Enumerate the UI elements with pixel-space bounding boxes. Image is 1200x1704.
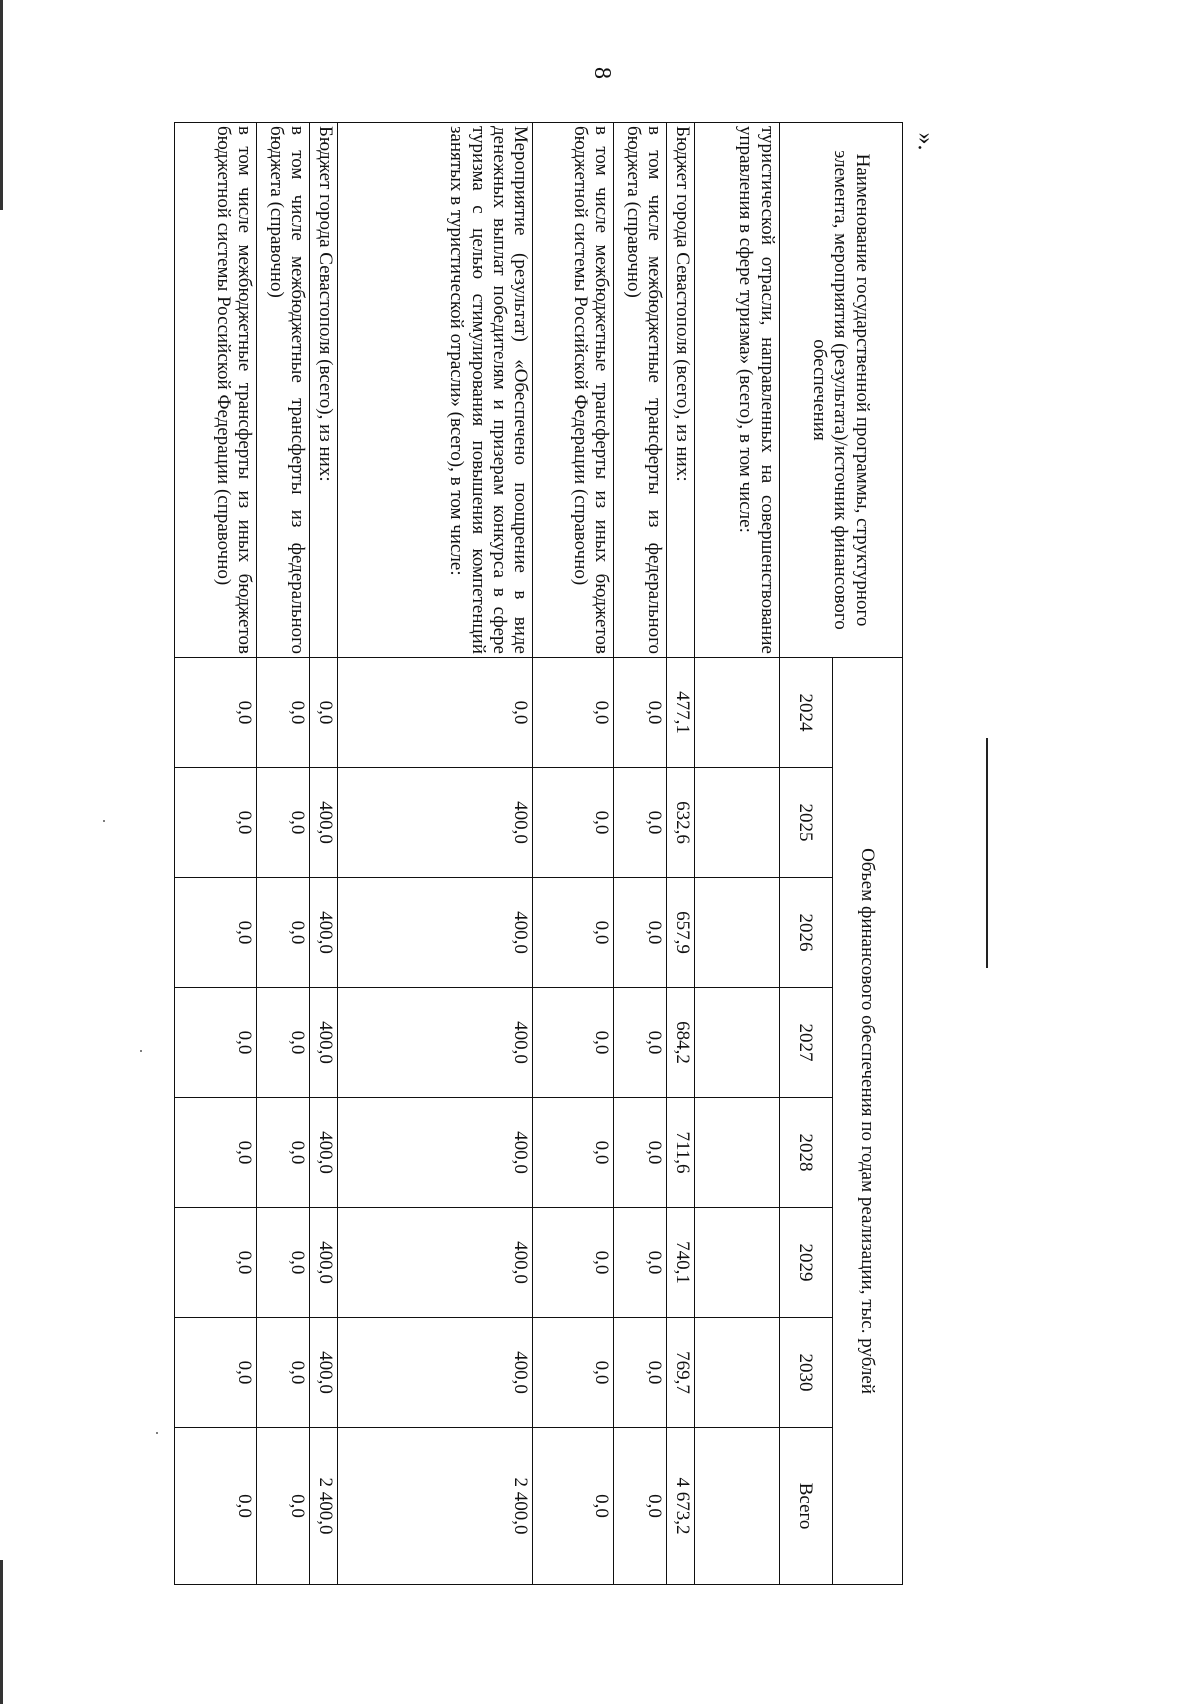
cell-total: 0,0: [175, 1428, 257, 1585]
cell-2028: 0,0: [613, 1098, 666, 1208]
row-name: в том числе межбюджетные трансферты из федерального бюджета (справочно): [256, 123, 309, 658]
cell-2029: 740,1: [667, 1208, 695, 1318]
scan-edge-bottom: [0, 1560, 3, 1704]
cell-2027: 0,0: [175, 988, 257, 1098]
row-name: туристической отрасли, направленных на совершенствование управления в сфере туризма» (всего), в том числе:: [694, 123, 779, 658]
table-row: [533, 123, 614, 1585]
table-row: [667, 123, 695, 1585]
cell-2027: 0,0: [256, 988, 309, 1098]
cell-2027: 0,0: [533, 988, 614, 1098]
cell-2028: 400,0: [337, 1098, 533, 1208]
cell-2026: 0,0: [175, 878, 257, 988]
header-year-2026: 2026: [779, 878, 832, 988]
row-name: в том числе межбюджетные трансферты из иных бюджетов бюджетной системы Российской Федерации (справочно): [533, 123, 614, 658]
scan-edge-top: [0, 0, 3, 210]
cell-2027: 0,0: [613, 988, 666, 1098]
header-total: Всего: [779, 1428, 832, 1585]
scan-speck: [140, 1050, 142, 1052]
cell-2025: 632,6: [667, 768, 695, 878]
cell-2030: 0,0: [256, 1318, 309, 1428]
cell-2024: 0,0: [337, 658, 533, 768]
table-row: [310, 123, 338, 1585]
header-year-2024: 2024: [779, 658, 832, 768]
cell-2024: 0,0: [613, 658, 666, 768]
cell-2025: 400,0: [310, 768, 338, 878]
cell-2030: 0,0: [533, 1318, 614, 1428]
cell-total: 0,0: [533, 1428, 614, 1585]
page-number: 8: [589, 67, 615, 79]
cell-2029: 0,0: [175, 1208, 257, 1318]
cell-2027: 400,0: [337, 988, 533, 1098]
cell-2028: 0,0: [256, 1098, 309, 1208]
cell-2030: 400,0: [310, 1318, 338, 1428]
cell-2026: 400,0: [337, 878, 533, 988]
row-name: в том числе межбюджетные трансферты из иных бюджетов бюджетной системы Российской Федерации (справочно): [175, 123, 257, 658]
table-row: [337, 123, 533, 1585]
cell-2029: 400,0: [310, 1208, 338, 1318]
cell-2030: 0,0: [613, 1318, 666, 1428]
row-name: Бюджет города Севастополя (всего), из них:: [310, 123, 338, 658]
cell-2030: 400,0: [337, 1318, 533, 1428]
row-name: Бюджет города Севастополя (всего), из них:: [667, 123, 695, 658]
cell-total: 4 673,2: [667, 1428, 695, 1585]
cell-total: 2 400,0: [310, 1428, 338, 1585]
cell-2026: 0,0: [613, 878, 666, 988]
cell-2028: 400,0: [310, 1098, 338, 1208]
cell-2026: 657,9: [667, 878, 695, 988]
closing-quote-mark: ».: [912, 132, 939, 151]
cell-2026: 0,0: [256, 878, 309, 988]
cell-2025: 0,0: [613, 768, 666, 878]
cell-2024: 477,1: [667, 658, 695, 768]
cell-2028: 0,0: [175, 1098, 257, 1208]
cell-2029: 400,0: [337, 1208, 533, 1318]
cell-2027: 684,2: [667, 988, 695, 1098]
cell-2024: 0,0: [533, 658, 614, 768]
row-name: в том числе межбюджетные трансферты из федерального бюджета (справочно): [613, 123, 666, 658]
header-year-2030: 2030: [779, 1318, 832, 1428]
cell-2026: 400,0: [310, 878, 338, 988]
header-row-group: [832, 123, 902, 1585]
cell-2030: 769,7: [667, 1318, 695, 1428]
signature-line: [986, 738, 988, 968]
cell-2025: 400,0: [337, 768, 533, 878]
table-row: [256, 123, 309, 1585]
cell-2025: 0,0: [256, 768, 309, 878]
financing-table: [174, 122, 903, 1585]
header-financing-volume: Объем финансового обеспечения по годам реализации, тыс. рублей: [832, 658, 902, 1585]
cell-total: 0,0: [613, 1428, 666, 1585]
header-year-2025: 2025: [779, 768, 832, 878]
scan-speck: [103, 820, 105, 822]
cell-total: 2 400,0: [337, 1428, 533, 1585]
cell-2030: 0,0: [175, 1318, 257, 1428]
cell-2029: 0,0: [256, 1208, 309, 1318]
table-row: [175, 123, 257, 1585]
cell-2028: 0,0: [533, 1098, 614, 1208]
cell-2024: 0,0: [175, 658, 257, 768]
scan-speck: [156, 1432, 158, 1434]
cell-2024: 0,0: [256, 658, 309, 768]
cell-2024: 0,0: [310, 658, 338, 768]
table-row: [613, 123, 666, 1585]
cell-2026: 0,0: [533, 878, 614, 988]
cell-2027: 400,0: [310, 988, 338, 1098]
cell-2025: 0,0: [533, 768, 614, 878]
cell-total: 0,0: [256, 1428, 309, 1585]
cell-2029: 0,0: [613, 1208, 666, 1318]
header-year-2028: 2028: [779, 1098, 832, 1208]
header-name-column: Наименование государственной программы, структурного элемента, мероприятия (результата)/источник финансового обеспечения: [779, 123, 902, 658]
row-name: Мероприятие (результат) «Обеспечено поощрение в виде денежных выплат победителям и призерам конкурса в сфере туризма с целью стимулирования повышения компетенций занятых в туристической отрасли» (всего), в том числе:: [337, 123, 533, 658]
cell-2029: 0,0: [533, 1208, 614, 1318]
header-year-2027: 2027: [779, 988, 832, 1098]
header-year-2029: 2029: [779, 1208, 832, 1318]
financing-table-container: [174, 122, 903, 1584]
cell-2028: 711,6: [667, 1098, 695, 1208]
table-row-intro: [694, 123, 779, 1585]
cell-2025: 0,0: [175, 768, 257, 878]
